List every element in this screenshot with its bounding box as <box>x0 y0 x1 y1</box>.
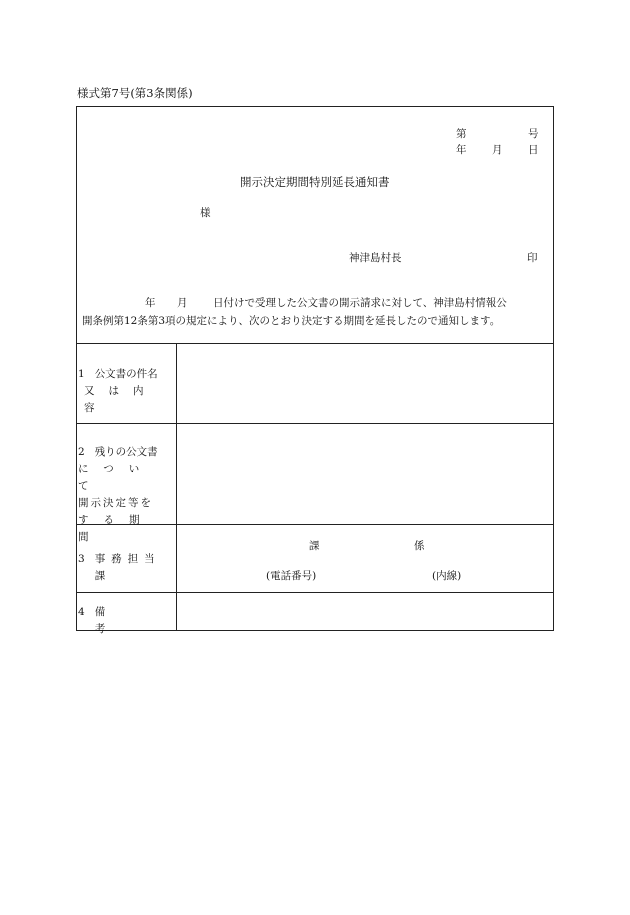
row-label-text: する期間 <box>78 514 155 543</box>
row-label-3 <box>78 551 174 585</box>
row-label-text: 備考 <box>94 606 153 635</box>
phone-number-label: (電話番号) <box>266 570 317 582</box>
body-year: 年 <box>145 297 156 309</box>
label-column-divider <box>176 343 177 631</box>
row-label-2-line-1 <box>78 444 174 461</box>
date-day: 日 <box>528 144 539 156</box>
row-label-1-line-2 <box>78 383 174 417</box>
seal-mark: 印 <box>527 252 538 264</box>
department-suffix: 課 <box>309 540 320 552</box>
row-number: 4 <box>78 606 85 618</box>
row-number: 1 <box>78 368 85 380</box>
row-label-4-line-1 <box>78 604 174 638</box>
row-label-3-line-1 <box>78 551 174 585</box>
body-month: 月 <box>177 297 188 309</box>
number-prefix: 第 <box>456 128 467 140</box>
date-month: 月 <box>492 144 503 156</box>
document-title: 開示決定期間特別延長通知書 <box>240 175 390 189</box>
number-suffix: 号 <box>528 128 539 140</box>
row-label-text: 残りの公文書 <box>94 446 158 458</box>
body-line-1: 日付けで受理した公文書の開示請求に対して、神津島村情報公 <box>213 297 507 309</box>
row-label-2 <box>78 444 174 546</box>
row-label-text: 公文書の件名 <box>94 368 158 380</box>
row-divider-1 <box>76 423 554 424</box>
row-divider-3 <box>76 592 554 593</box>
extension-label: (内線) <box>432 570 462 582</box>
section-suffix: 係 <box>414 540 425 552</box>
row-number: 3 <box>78 553 85 565</box>
sender-name: 神津島村長 <box>349 252 402 264</box>
addressee-suffix: 様 <box>200 207 211 219</box>
row-label-text: 又は内容 <box>84 385 158 414</box>
table-top-border <box>76 343 554 344</box>
row-label-1 <box>78 366 174 417</box>
form-number-label: 様式第7号(第3条関係) <box>77 86 193 100</box>
date-year: 年 <box>456 144 467 156</box>
body-line-2: 開条例第12条第3項の規定により、次のとおり決定する期間を延長したので通知します。 <box>82 315 501 327</box>
row-number: 2 <box>78 446 85 458</box>
row-label-text: 事務担当課 <box>94 553 161 582</box>
row-label-text: について <box>78 463 155 492</box>
row-label-text: 開示決定等を <box>78 497 153 509</box>
row-label-4 <box>78 604 174 638</box>
row-label-1-line-1 <box>78 366 174 383</box>
